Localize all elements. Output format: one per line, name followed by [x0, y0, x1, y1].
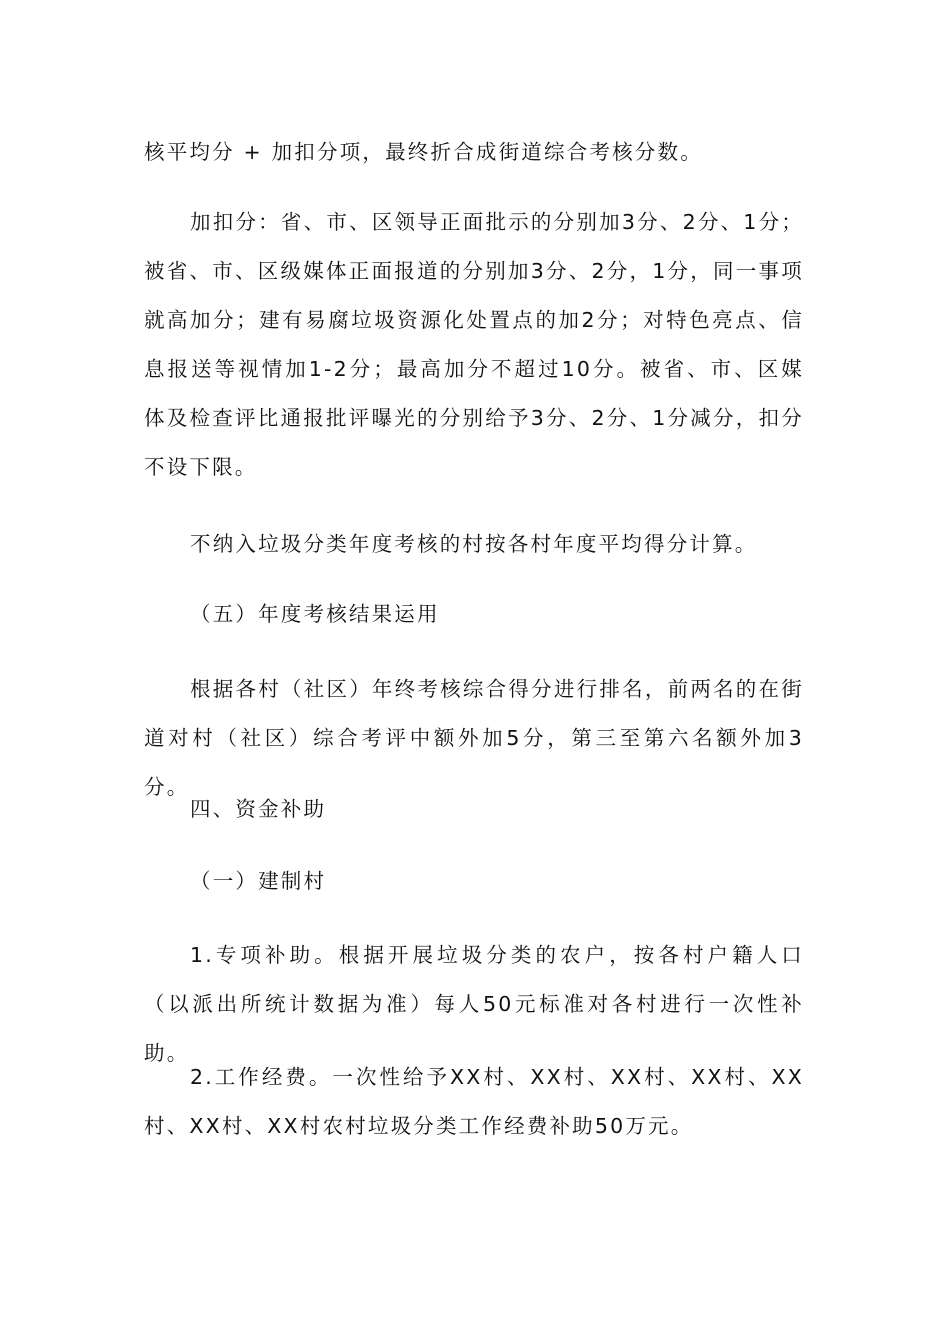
paragraph-bonus-deduction: 加扣分：省、市、区领导正面批示的分别加3分、2分、1分；被省、市、区级媒体正面报道的分别加3分、2分，1分，同一事项就高加分；建有易腐垃圾资源化处置点的加2分；对特色亮点、信息报送等视情加1-2分；最高加分不超过10分。被省、市、区媒体及检查评比通报批评曝光的分别给予3分、2分、1分减分，扣分不设下限。	[144, 210, 804, 479]
paragraph-ranking: 根据各村（社区）年终考核综合得分进行排名，前两名的在街道对村（社区）综合考评中额外加5分，第三至第六名额外加3分。	[144, 677, 804, 799]
paragraph-work-funding: 2.工作经费。一次性给予XX村、XX村、XX村、XX村、XX村、XX村、XX村农村垃圾分类工作经费补助50万元。	[144, 1065, 804, 1138]
paragraph-special-subsidy: 1.专项补助。根据开展垃圾分类的农户，按各村户籍人口（以派出所统计数据为准）每人50元标准对各村进行一次性补助。	[144, 943, 804, 1065]
section-heading-villages: （一）建制村	[190, 869, 327, 893]
section-heading-result-application: （五）年度考核结果运用	[190, 602, 440, 626]
paragraph-non-included-villages: 不纳入垃圾分类年度考核的村按各村年度平均得分计算。	[190, 532, 758, 556]
paragraph-assessment-score: 核平均分 + 加扣分项，最终折合成街道综合考核分数。	[144, 140, 703, 164]
section-heading-funding: 四、资金补助	[190, 797, 327, 821]
